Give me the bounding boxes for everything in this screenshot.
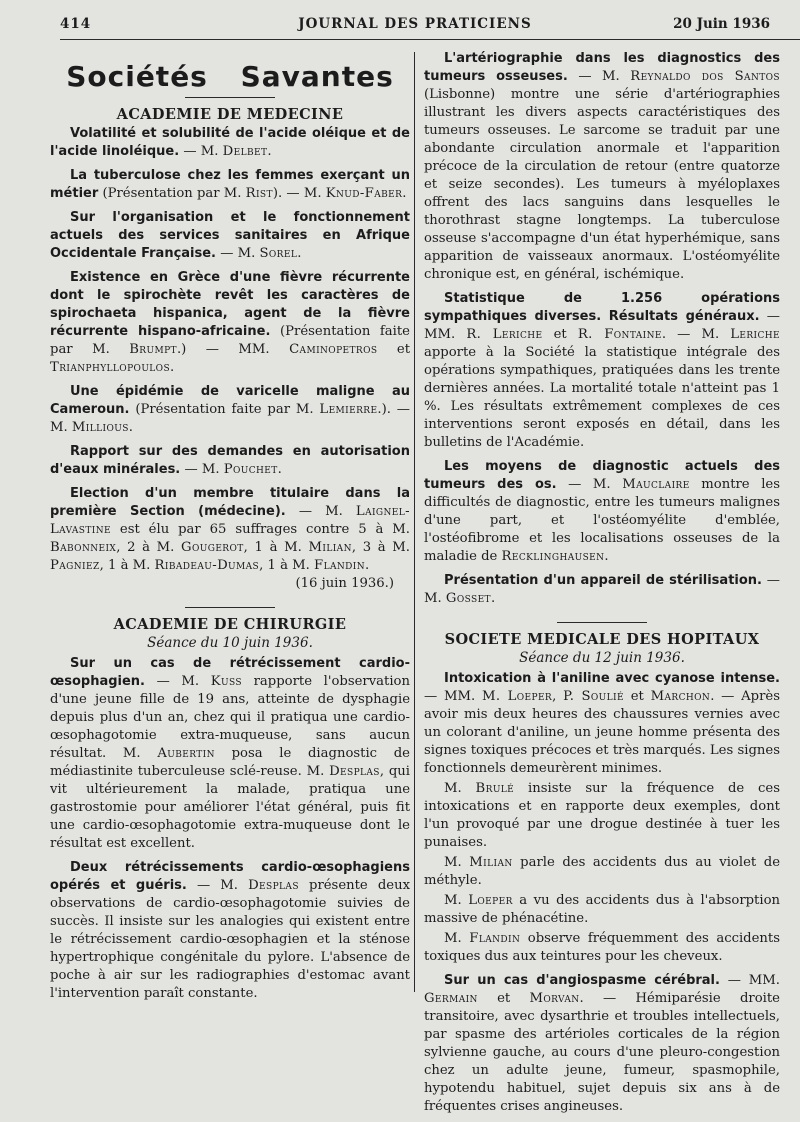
- author-name: Delbet: [222, 144, 268, 159]
- entry-title: Rapport sur des demandes en autorisation d'eaux minérales.: [50, 444, 410, 477]
- person-name: Brulé: [475, 781, 515, 796]
- section-divider: [557, 622, 647, 623]
- entry-varicelle: Une épidémie de varicelle maligne au Cameroun. (Présentation faite par M. Lemierre.). — M. Millious.: [50, 384, 410, 435]
- author-name: Caminopetros: [289, 342, 378, 357]
- entry-eaux-minerales: Rapport sur des demandes en autorisation d'eaux minérales. — M. Pouchet.: [50, 444, 410, 477]
- author-name: Pouchet: [223, 462, 278, 477]
- entry-title: Election d'un membre titulaire dans la première Section (médecine).: [50, 486, 410, 519]
- person-name: Leriche: [730, 327, 780, 342]
- entry-acide-oleique: Volatilité et solubilité de l'acide oléique et de l'acide linoléique. — M. Delbet.: [50, 126, 410, 159]
- author-name: Knud-Faber: [325, 186, 403, 201]
- running-header: [60, 16, 770, 38]
- seance-date: Séance du 10 juin 1936.: [147, 635, 313, 651]
- presenter-name: Brumpt: [129, 342, 177, 357]
- person-name: Milian: [308, 540, 352, 555]
- person-name: Recklinghausen: [501, 549, 605, 564]
- person-name: Desplas: [329, 764, 380, 779]
- discussion-milian: M. Milian parle des accidents dus au violet de méthyle.: [424, 855, 780, 888]
- person-name: Desplas: [248, 878, 299, 893]
- person-name: Pagniez: [50, 558, 100, 573]
- person-name: Flandin: [314, 558, 365, 573]
- discussion-brule: M. Brulé insiste sur la fréquence de ces intoxications et en rapporte deux exemples, dont l'un provoqué par une drogue destinée à tuer les punaises.: [424, 781, 781, 850]
- discussion-loeper: M. Loeper a vu des accidents dus à l'absorption massive de phénacétine.: [424, 893, 781, 926]
- page-title: Sociétés Savantes: [66, 60, 394, 93]
- left-column: [50, 44, 410, 1009]
- person-name: Flandin: [469, 931, 521, 946]
- entry-deux-retrecissements: Deux rétrécissements cardio-œsophagiens opérés et guéris. — M. Desplas présente deux observations de cardio-œsophagotomie suivies de succès. Il insiste sur les analogies qui existent entre le rétrécissement cardio-œsophagien et la sténose hypertrophique congénitale du pylore. L'absence de poche à air sur les radiographies d'estomac avant l'intervention paraît constante.: [50, 860, 411, 1001]
- person-name: Morvan: [529, 991, 580, 1006]
- entry-title: Deux rétrécissements cardio-œsophagiens opérés et guéris.: [50, 860, 410, 893]
- entry-retrecissement-cardio: Sur un cas de rétrécissement cardio-œsophagien. — M. Kuss rapporte l'observation d'une jeune fille de 19 ans, atteinte de dysphagie depuis plus d'un an, chez qui il pratiqua une cardio-œsophagotomie extra-muqueuse, sans aucun résultat. M. Aubertin posa le diagnostic de médiastinite tuberculeuse sclé-reuse. M. Desplas, qui vit ultérieurement la malade, pratiqua une gastrostomie pour améliorer l'état général, puis fit une cardio-œsophagotomie extra-muqueuse dont le résultat est excellent.: [50, 656, 410, 851]
- author-name: Sorel: [259, 246, 298, 261]
- right-column: [424, 50, 780, 1122]
- page-number: 414: [60, 16, 92, 32]
- author-name: Trianphyllopoulos: [50, 360, 171, 375]
- entry-appareil-sterilisation: Présentation d'un appareil de stérilisation. — M. Gosset.: [424, 573, 780, 606]
- header-rule: [60, 39, 800, 40]
- entry-title: Statistique de 1.256 opérations sympathiques diverses. Résultats généraux.: [424, 291, 780, 324]
- person-name: Reynaldo dos Santos: [630, 69, 780, 84]
- entry-title: Intoxication à l'aniline avec cyanose intense.: [444, 671, 780, 686]
- presenter-name: Lemierre: [319, 402, 378, 417]
- person-name: Marchon: [650, 689, 711, 704]
- person-name: Mauclaire: [622, 477, 690, 492]
- author-name: Gosset: [445, 591, 491, 606]
- section-heading-academie-chirurgie: ACADEMIE DE CHIRURGIE: [113, 616, 347, 633]
- issue-date: 20 Juin 1936: [673, 16, 770, 32]
- entry-title: Sur un cas de rétrécissement cardio-œsophagien.: [50, 656, 410, 689]
- person-name: Ribadeau-Dumas: [154, 558, 260, 573]
- person-name: P. Soulié: [563, 689, 624, 704]
- entry-fievre-recurrente: Existence en Grèce d'une fièvre récurrente dont le spirochète revêt les caractères de spirochaeta hispanica, agent de la fièvre récurrente hispano-africaine. (Présentation faite par M. Brumpt.) — MM. Caminopetros et Trianphyllopoulos.: [50, 270, 410, 375]
- journal-title: JOURNAL DES PRATICIENS: [298, 16, 532, 32]
- entry-tuberculose-femmes: La tuberculose chez les femmes exerçant un métier (Présentation par M. Rist). — M. Knud-Faber.: [50, 168, 410, 201]
- entry-title: Sur un cas d'angiospasme cérébral.: [444, 973, 720, 988]
- person-name: Aubertin: [157, 746, 215, 761]
- entry-title: L'artériographie dans les diagnostics des tumeurs osseuses.: [424, 51, 780, 84]
- person-name: M. Loeper: [481, 689, 553, 704]
- person-name: R. Fontaine: [577, 327, 662, 342]
- author-name: Millious: [71, 420, 129, 435]
- entry-tumeurs-des-os: Les moyens de diagnostic actuels des tumeurs des os. — M. Mauclaire montre les difficultés de diagnostic, entre les tumeurs malignes d'une part, et l'ostéomyélite d'emblée, l'ostéofibrome et les localisations osseuses de la maladie de Recklinghausen.: [424, 459, 780, 564]
- entry-title: Sur l'organisation et le fonctionnement actuels des services sanitaires en Afrique Occidentale Française.: [50, 210, 410, 261]
- entry-services-sanitaires: Sur l'organisation et le fonctionnement actuels des services sanitaires en Afrique Occidentale Française. — M. Sorel.: [50, 210, 410, 261]
- section-heading-hopitaux: SOCIETE MEDICALE DES HOPITAUX: [444, 631, 760, 648]
- entry-title: Existence en Grèce d'une fièvre récurrente dont le spirochète revêt les caractères de spirochaeta hispanica, agent de la fièvre récurrente hispano-africaine.: [50, 270, 410, 339]
- entry-title: La tuberculose chez les femmes exerçant un métier: [50, 168, 410, 201]
- section-heading-academie-medecine: ACADEMIE DE MEDECINE: [116, 106, 344, 123]
- entry-title: Les moyens de diagnostic actuels des tumeurs des os.: [424, 459, 780, 492]
- session-date: (16 juin 1936.): [295, 576, 394, 591]
- entry-statistique-sympathiques: Statistique de 1.256 opérations sympathiques diverses. Résultats généraux. — MM. R. Leriche et R. Fontaine. — M. Leriche apporte à la Société la statistique intégrale des opérations sympathiques, pratiquées dans les trente dernières années. La mortalité totale n'atteint pas 1 %. Les résultats extrêmement complexes de ces interventions seront exposés en détail, dans les bulletins de l'Académie.: [424, 291, 780, 450]
- discussion-flandin: M. Flandin observe fréquemment des accidents toxiques dus aux teintures pour les cheveux.: [424, 931, 780, 964]
- presenter-name: Rist: [245, 186, 273, 201]
- entry-title: Volatilité et solubilité de l'acide oléique et de l'acide linoléique.: [50, 126, 410, 159]
- section-divider: [185, 607, 275, 608]
- title-underline: [185, 97, 275, 98]
- column-divider: [414, 52, 415, 992]
- seance-date: Séance du 12 juin 1936.: [519, 650, 685, 666]
- entry-intoxication-aniline: Intoxication à l'aniline avec cyanose intense. — MM. M. Loeper, P. Soulié et Marchon. — Après avoir mis deux heures des chaussures vernies avec un colorant d'aniline, un jeune homme présenta des signes toxiques précoces et très marqués. Les signes fonctionnels demeurèrent minimes. M. Brulé insiste sur la fréquence de ces intoxications et en rapporte deux exemples, dont l'un provoqué par une drogue destinée à tuer les punaises. M. Milian parle des accidents dus au violet de méthyle. M. Loeper a vu des accidents dus à l'absorption massive de phénacétine. M. Flandin observe fréquemment des accidents toxiques dus aux teintures pour les cheveux.: [424, 671, 781, 964]
- person-name: R. Leriche: [466, 327, 543, 342]
- person-name: Gougerot: [181, 540, 244, 555]
- entry-angiospasme: Sur un cas d'angiospasme cérébral. — MM. Germain et Morvan. — Hémiparésie droite transitoire, avec dysarthrie et troubles intellectuels, par spasme des artérioles corticales de la région sylvienne gauche, au cours d'une pleuro-congestion chez un adulte jeune, fumeur, spasmophile, hypotendu habituel, sujet depuis six ans à de fréquentes crises angineuses.: [424, 973, 780, 1114]
- person-name: Milian: [469, 855, 513, 870]
- entry-election: Election d'un membre titulaire dans la première Section (médecine). — M. Laignel-Lavastine est élu par 65 suffrages contre 5 à M. Babonneix, 2 à M. Gougerot, 1 à M. Milian, 3 à M. Pagniez, 1 à M. Ribadeau-Dumas, 1 à M. Flandin. (16 juin 1936.): [50, 486, 410, 591]
- person-name: Laignel-Lavastine: [50, 504, 410, 537]
- person-name: Babonneix: [50, 540, 117, 555]
- entry-title: Une épidémie de varicelle maligne au Cameroun.: [50, 384, 410, 417]
- person-name: Kuss: [210, 674, 242, 689]
- person-name: Germain: [424, 991, 478, 1006]
- person-name: Loeper: [468, 893, 513, 908]
- entry-title: Présentation d'un appareil de stérilisation.: [444, 573, 762, 588]
- entry-arteriographie: L'artériographie dans les diagnostics des tumeurs osseuses. — M. Reynaldo dos Santos (Lisbonne) montre une série d'artériographies illustrant les divers aspects caractéristiques des tumeurs osseuses. Le sarcome se traduit par une abondante circulation anormale et l'apparition précoce de la circulation de retour (entre quatorze et seize secondes). Les tumeurs à myéloplaxes offrent des lacs sanguins dans lesquelles le thorothrast stagne longtemps. La tuberculose osseuse s'accompagne d'un état hyperhémique, sans apparition de vaisseaux anormaux. L'ostéomyélite chronique est, en général, ischémique.: [424, 51, 780, 282]
